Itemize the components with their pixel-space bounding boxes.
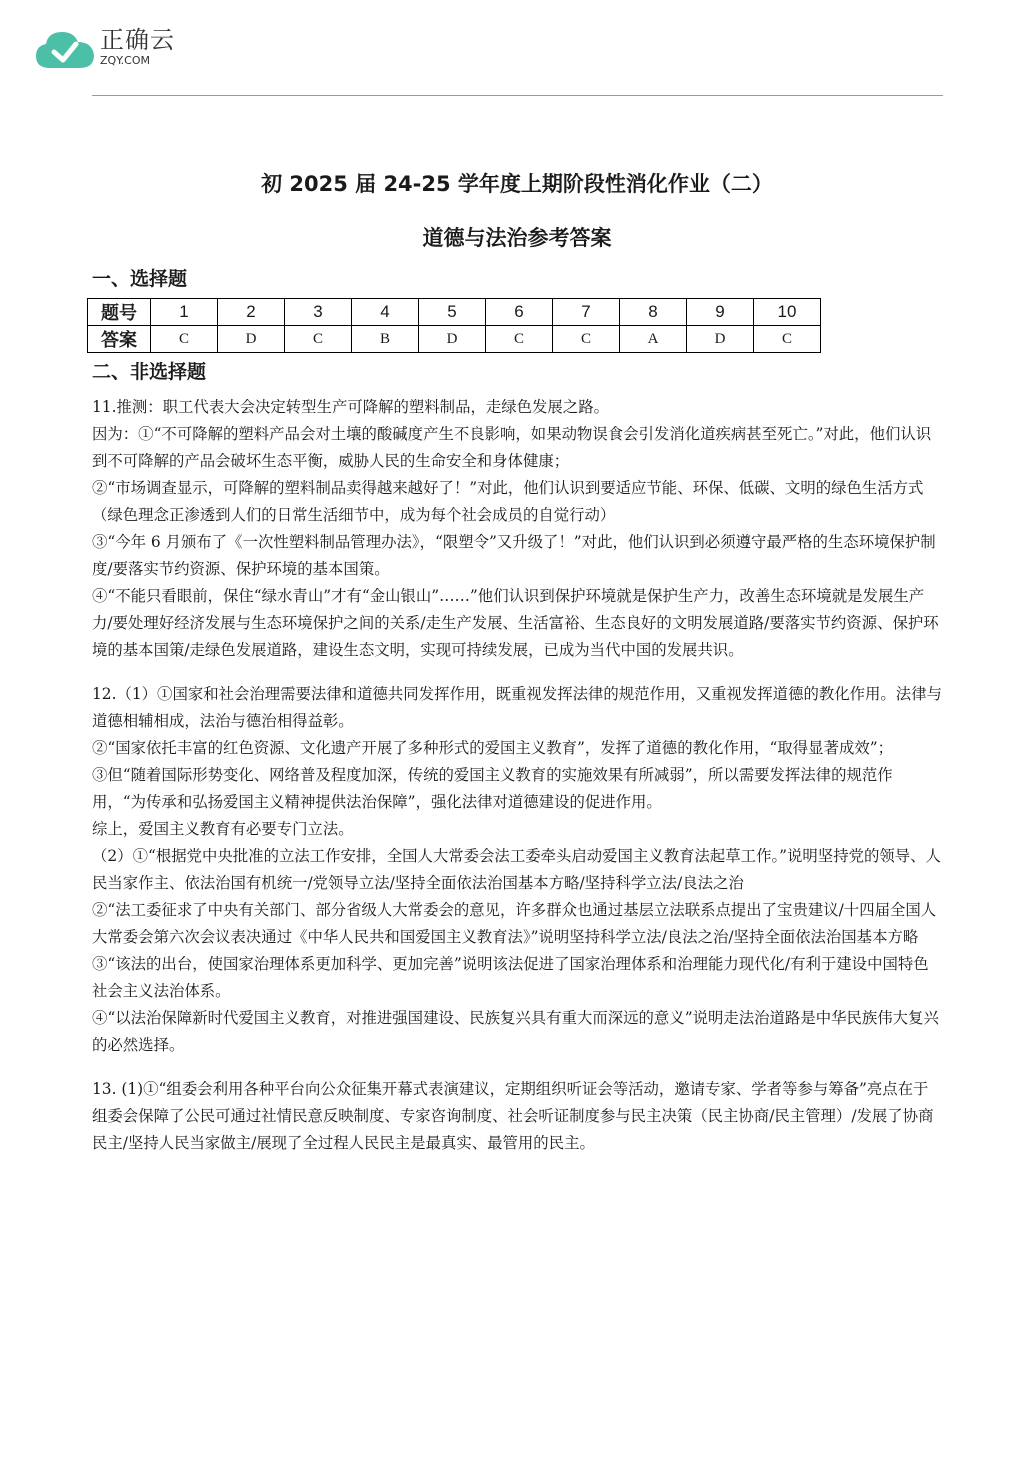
- question-number-cell: 3: [285, 299, 352, 326]
- question-11-answer: [92, 394, 942, 664]
- question-number-cell: 8: [620, 299, 687, 326]
- question-number-cell: 1: [151, 299, 218, 326]
- question-number-cell: 9: [687, 299, 754, 326]
- paragraph: ③“今年 6 月颁布了《一次性塑料制品管理办法》，“限塑令”又升级了！”对此，他们认识到必须遵守最严格的生态环境保护制度/要落实节约资源、保护环境的基本国策。: [92, 533, 936, 578]
- row-header-answer: 答案: [88, 326, 151, 353]
- answer-cell: A: [620, 326, 687, 353]
- question-number-cell: 4: [352, 299, 419, 326]
- answer-cell: C: [285, 326, 352, 353]
- logo-name-cn: 正确云: [100, 26, 175, 54]
- spacer: [92, 664, 942, 681]
- answer-cell: C: [151, 326, 218, 353]
- paragraph: ④“不能只看眼前，保住“绿水青山”才有“金山银山”……”他们认识到保护环境就是保护生产力，改善生态环境就是发展生产力/要处理好经济发展与生态环境保护之间的关系/走生产发展、生活富裕、生态良好的文明发展道路/要落实节约资源、保护环境的基本国策/走绿色发展道路，建设生态文明，实现可持续发展，已成为当代中国的发展共识。: [92, 587, 939, 659]
- table-row-answers: [88, 326, 821, 353]
- answer-body: [92, 394, 942, 1157]
- row-header-number: 题号: [88, 299, 151, 326]
- paragraph: 因为：①“不可降解的塑料产品会对土壤的酸碱度产生不良影响，如果动物误食会引发消化道疾病甚至死亡。”对此，他们认识到不可降解的产品会破坏生态平衡，威胁人民的生命安全和身体健康；: [92, 425, 932, 470]
- paragraph: 12.（1）①国家和社会治理需要法律和道德共同发挥作用，既重视发挥法律的规范作用，又重视发挥道德的教化作用。法律与道德相辅相成，法治与德治相得益彰。: [92, 685, 942, 730]
- paragraph: ②“市场调查显示，可降解的塑料制品卖得越来越好了！”对此，他们认识到要适应节能、环保、低碳、文明的绿色生活方式（绿色理念正渗透到人们的日常生活细节中，成为每个社会成员的自觉行动）: [92, 479, 924, 524]
- table-row-numbers: [88, 299, 821, 326]
- answer-cell: C: [553, 326, 620, 353]
- paragraph: ②“国家依托丰富的红色资源、文化遗产开展了多种形式的爱国主义教育”，发挥了道德的教化作用，“取得显著成效”；: [92, 739, 894, 757]
- question-number-cell: 7: [553, 299, 620, 326]
- paragraph: ③“该法的出台，使国家治理体系更加科学、更加完善”说明该法促进了国家治理体系和治理能力现代化/有利于建设中国特色社会主义法治体系。: [92, 955, 929, 1000]
- section-heading-nonchoice: 二、非选择题: [92, 361, 207, 383]
- answer-cell: C: [486, 326, 553, 353]
- paragraph: （2）①“根据党中央批准的立法工作安排，全国人大常委会法工委牵头启动爱国主义教育法起草工作。”说明坚持党的领导、人民当家作主、依法治国有机统一/党领导立法/坚持全面依法治国基本方略/坚持科学立法/良法之治: [92, 847, 941, 892]
- question-number-cell: 5: [419, 299, 486, 326]
- section-heading-choice: 一、选择题: [92, 268, 188, 290]
- question-13-answer: [92, 1076, 942, 1157]
- paragraph: 13. (1)①“组委会利用各种平台向公众征集开幕式表演建议，定期组织听证会等活动，邀请专家、学者等参与筹备”亮点在于组委会保障了公民可通过社情民意反映制度、专家咨询制度、社会听证制度参与民主决策（民主协商/民主管理）/发展了协商民主/坚持人民当家做主/展现了全过程人民民主是最真实、最管用的民主。: [92, 1080, 934, 1152]
- logo-name-en: ZQY.COM: [100, 54, 151, 67]
- question-number-cell: 2: [218, 299, 285, 326]
- paragraph: 综上，爱国主义教育有必要专门立法。: [92, 820, 354, 838]
- answer-cell: D: [419, 326, 486, 353]
- question-12-answer: [92, 681, 942, 1059]
- answer-cell: B: [352, 326, 419, 353]
- paragraph: ③但“随着国际形势变化、网络普及程度加深，传统的爱国主义教育的实施效果有所减弱”，所以需要发挥法律的规范作用，“为传承和弘扬爱国主义精神提供法治保障”，强化法律对道德建设的促进作用。: [92, 766, 893, 811]
- logo-text: [100, 26, 175, 68]
- answer-cell: C: [754, 326, 821, 353]
- paragraph: ④“以法治保障新时代爱国主义教育，对推进强国建设、民族复兴具有重大而深远的意义”说明走法治道路是中华民族伟大复兴的必然选择。: [92, 1009, 939, 1054]
- answer-table: [87, 298, 821, 353]
- answer-cell: D: [218, 326, 285, 353]
- question-number-cell: 10: [754, 299, 821, 326]
- spacer: [92, 1059, 942, 1076]
- header-divider: [92, 95, 943, 96]
- document-title: 初 2025 届 24-25 学年度上期阶段性消化作业（二）: [261, 172, 773, 196]
- question-number-cell: 6: [486, 299, 553, 326]
- paragraph: 11.推测：职工代表大会决定转型生产可降解的塑料制品，走绿色发展之路。: [92, 398, 609, 416]
- answer-cell: D: [687, 326, 754, 353]
- document-subtitle: 道德与法治参考答案: [422, 226, 612, 250]
- paragraph: ②“法工委征求了中央有关部门、部分省级人大常委会的意见，许多群众也通过基层立法联系点提出了宝贵建议/十四届全国人大常委会第六次会议表决通过《中华人民共和国爱国主义教育法》”说明坚持科学立法/良法之治/坚持全面依法治国基本方略: [92, 901, 937, 946]
